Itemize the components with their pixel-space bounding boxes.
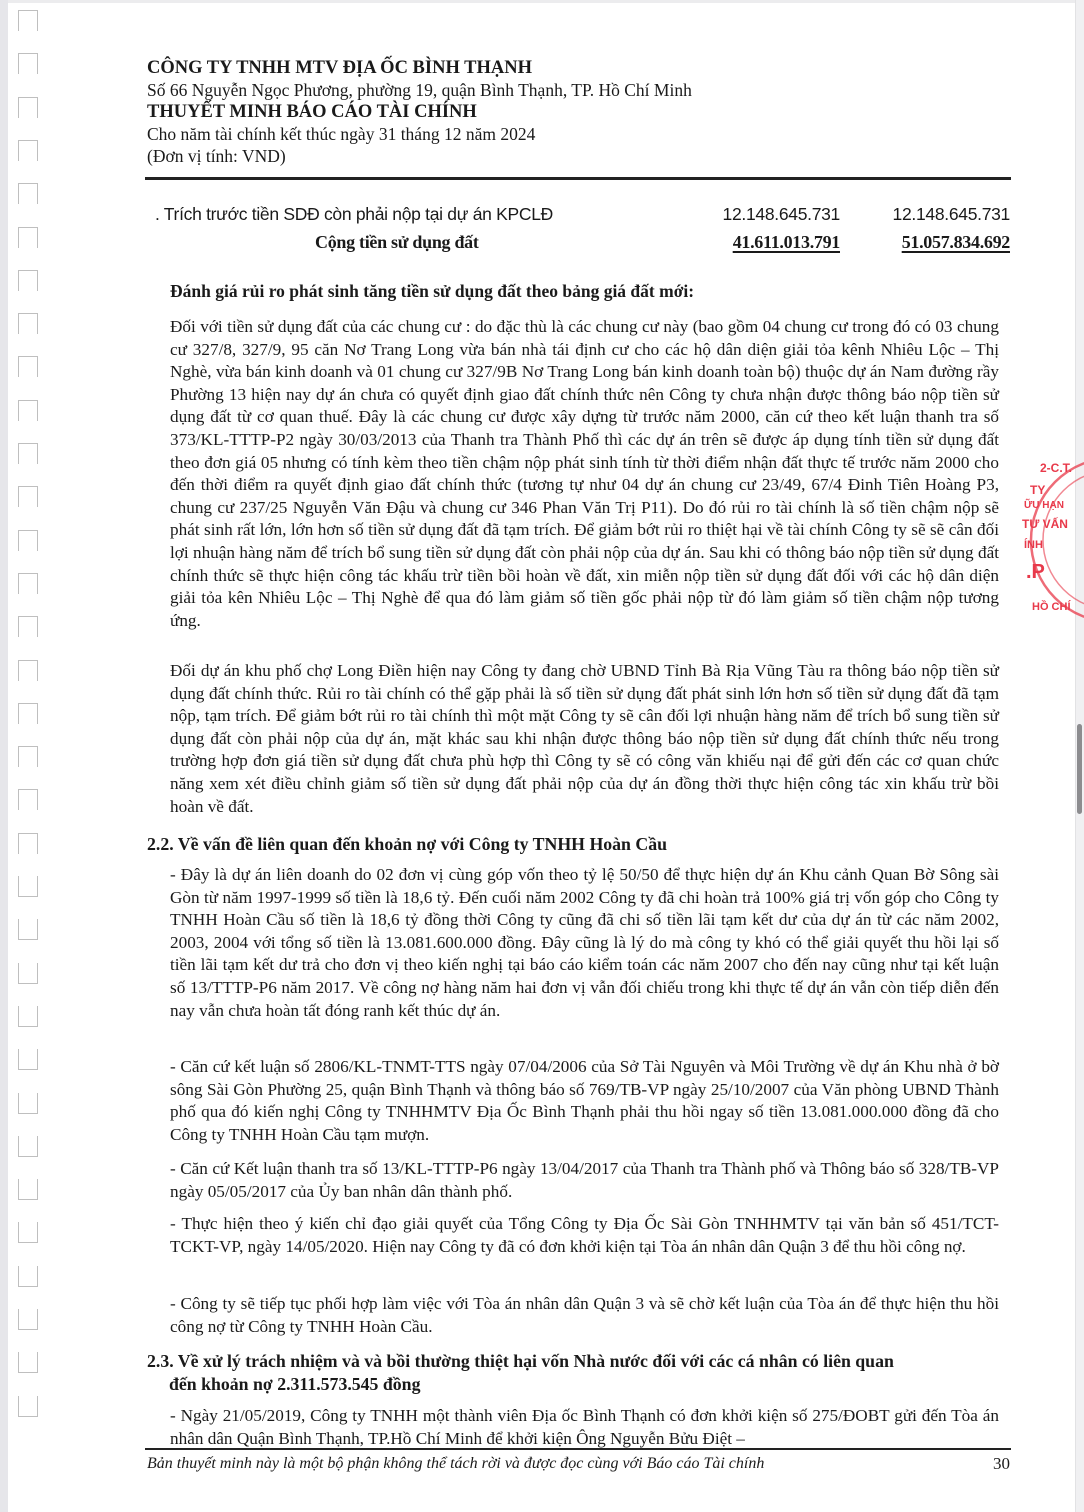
risk-paragraph-2 xyxy=(170,660,999,818)
section-2-2-heading: 2.2. Về vấn đề liên quan đến khoản nợ với Công ty TNHH Hoàn Cầu xyxy=(147,834,668,854)
binder-hole-mark xyxy=(18,270,38,291)
binder-hole-mark xyxy=(18,486,38,507)
paragraph-text: - Căn cứ Kết luận thanh tra số 13/KL-TTTP-P6 ngày 13/04/2017 của Thanh tra Thành phố và Thông báo số 328/TB-VP ngày 05/05/2017 của Ủy ban nhân dân thành phố. xyxy=(170,1159,999,1201)
paragraph-text: - Thực hiện theo ý kiến chỉ đạo giải quyết của Tổng Công ty Địa Ốc Sài Gòn TNHHMTV tại văn bản số 451/TCT-TCKT-VP, ngày 14/05/2020. Hiện nay Công ty đã có đơn khởi kiện tại Tòa án nhân dân Quận 3 để thu hồi công nợ. xyxy=(170,1214,999,1256)
binder-hole-mark xyxy=(18,660,38,681)
risk-heading: Đánh giá rủi ro phát sinh tăng tiền sử dụng đất theo bảng giá đất mới: xyxy=(170,281,695,301)
binder-hole-mark xyxy=(18,703,38,724)
paragraph-text: - Ngày 21/05/2019, Công ty TNHH một thành viên Địa ốc Bình Thạnh có đơn khởi kiện số 275/ĐOBT gửi đến Tòa án nhân dân Quận Bình Thạnh, TP.Hồ Chí Minh để khởi kiện Ông Nguyễn Bửu Điệt – xyxy=(170,1406,999,1448)
binder-hole-mark xyxy=(18,1266,38,1287)
section-2-2-paragraph-3 xyxy=(170,1158,999,1203)
section-2-3-paragraph-1 xyxy=(170,1405,999,1450)
section-2-2-paragraph-5 xyxy=(170,1293,999,1338)
scrollbar-thumb[interactable] xyxy=(1077,724,1082,814)
binder-hole-mark xyxy=(18,789,38,810)
binder-hole-mark xyxy=(18,1396,38,1417)
paragraph-text: - Căn cứ kết luận số 2806/KL-TNMT-TTS ngày 07/04/2006 của Sở Tài Nguyên và Môi Trường về dự án Khu nhà ở bờ sông Sài Gòn Phường 25, quận Bình Thạnh và thông báo số 769/TB-VP ngày 25/10/2007 của Văn phòng UBND Thành phố qua đó kiến nghị Công ty TNHHMTV Địa Ốc Bình Thạnh phải thu hồi ngay số tiền 13.081.000.000 đồng đã cho Công ty TNHH Hoàn Cầu tạm mượn. xyxy=(170,1057,999,1144)
reporting-period: Cho năm tài chính kết thúc ngày 31 tháng 12 năm 2024 xyxy=(147,124,536,144)
heading-line: 2.3. Về xử lý trách nhiệm và và bồi thường thiệt hại vốn Nhà nước đối với các cá nhân có liên quan xyxy=(147,1351,894,1371)
page-left-edge xyxy=(0,0,8,1512)
binder-hole-mark xyxy=(18,183,38,204)
row-end-value: 12.148.645.731 xyxy=(722,204,840,224)
risk-paragraph-1 xyxy=(170,316,999,632)
paragraph-text: Đối dự án khu phố chợ Long Điền hiện nay Công ty đang chờ UBND Tỉnh Bà Rịa Vũng Tàu ra thông báo nộp tiền sử dụng đất chính thức. Rủi ro tài chính có thể gặp phải là số tiền sử dụng đất phát sinh lớn hơn số tiền sử dụng đất đã tạm nộp, tạm trích. Để giảm bớt rủi ro tài chính thì một mặt Công ty sẽ cân đối lợi nhuận hàng năm để trích bổ sung tiền sử dụng đất còn phải nộp của dự án, mặt khác sau khi nhận được thông báo nộp tiền sử dụng đất chính thức nếu trong trường hợp đơn giá tiền sử dụng đất chưa phù hợp thì Công ty sẽ có công văn khiếu nại để gửi đến các cơ quan chức năng xem xét điều chỉnh giảm số tiền sử dụng đất phải nộp của dự án đồng thời thực hiện công tác xin khấu trừ bồi hoàn về đất. xyxy=(170,661,999,816)
binder-hole-mark xyxy=(18,400,38,421)
document-header xyxy=(147,57,692,167)
binder-hole-mark xyxy=(18,876,38,897)
heading-line: đến khoản nợ 2.311.573.545 đồng xyxy=(169,1374,421,1394)
binder-hole-mark xyxy=(18,573,38,594)
binder-hole-mark xyxy=(18,1179,38,1200)
binder-hole-mark xyxy=(18,10,38,31)
binder-hole-mark xyxy=(18,443,38,464)
section-2-2-paragraph-2 xyxy=(170,1056,999,1146)
binder-hole-mark xyxy=(18,356,38,377)
binder-hole-mark xyxy=(18,963,38,984)
page-number: 30 xyxy=(993,1454,1010,1473)
binder-hole-mark xyxy=(18,1309,38,1330)
document-title: THUYẾT MINH BÁO CÁO TÀI CHÍNH xyxy=(147,102,477,122)
total-end-value: 41.611.013.791 xyxy=(732,232,840,252)
paragraph-text: Đối với tiền sử dụng đất của các chung cư : do đặc thù là các chung cư này (bao gồm 04 chung cư trong đó có 03 chung cư 327/8, 327/9, 95 căn Nơ Trang Long vừa bán nhà tái định cư cho các hộ dân diện giải tỏa kênh Nhiêu Lộc – Thị Nghè, vừa bán kinh doanh và 01 chung cư 327/9B Nơ Trang Long bán kinh doanh toàn bộ) thuộc dự án Nam đường rầy Phường 13 hiện nay dự án chưa có quyết định giao đất chính thức nên Công ty chưa nhận được thông báo nộp tiền sử dụng đất từ cơ quan thuế. Đây là các chung cư được xây dựng từ trước năm 2000, căn cứ theo kết luận thanh tra số 373/KL-TTTP-P2 ngày 30/03/2013 của Thanh tra Thành Phố thì các dự án trên sẽ được áp dụng tính tiền sử dụng đất theo đơn giá 05 nhưng có tính kèm theo tiền chậm nộp phát sinh tính từ thời điểm nhận đất thực tế trước năm 2000 cho đến thời điểm ra quyết định giao đất chính thức (tương tự như 04 dự án chung cư 23/49, 67/4 Đinh Tiên Hoàng P3, chung cư 237/25 Nguyễn Văn Đậu và chung cư 346 Phan Văn Trị P11). Do đó rủi ro tài chính là số tiền chậm nộp sẽ phát sinh rất lớn, lớn hơn số tiền sử dụng đất đã tạm trích. Để giảm bớt rủi ro thiệt hại về tài chính Công ty sẽ sẽ cân đối lợi nhuận hàng năm để trích bổ sung tiền sử dụng đất còn phải nộp của dự án. Sau khi có thông báo nộp tiền sử dụng đất chính thức sẽ thực hiện công tác khấu trừ tiền bồi hoàn về đất, xin miễn nộp tiền sử dụng đất đối với các hộ dân diện giải tỏa kên Nhiêu Lộc – Thị Nghè để qua đó làm giảm số tiền gốc phải nộp từ đó làm giảm số tiền chậm nộp tương ứng. xyxy=(170,317,999,630)
binder-hole-mark xyxy=(18,227,38,248)
binder-hole-mark xyxy=(18,313,38,334)
binder-hole-mark xyxy=(18,616,38,637)
binder-hole-mark xyxy=(18,1352,38,1373)
stamp-text: HỒ CHÍ xyxy=(1032,601,1071,613)
row-begin-value: 12.148.645.731 xyxy=(892,204,1010,224)
total-begin-value: 51.057.834.692 xyxy=(901,232,1010,252)
binder-hole-mark xyxy=(18,1136,38,1157)
currency-unit: (Đơn vị tính: VND) xyxy=(147,146,286,166)
binder-hole-mark xyxy=(18,53,38,74)
binder-hole-mark xyxy=(18,1093,38,1114)
company-address: Số 66 Nguyễn Ngọc Phương, phường 19, quận Bình Thạnh, TP. Hồ Chí Minh xyxy=(147,80,692,100)
stamp-text: ỮU HẠN xyxy=(1024,500,1064,511)
binder-hole-mark xyxy=(18,97,38,118)
stamp-text: ÍNH xyxy=(1024,539,1043,551)
footer-divider xyxy=(145,1448,1011,1450)
stamp-text: TƯ VẤN xyxy=(1022,517,1068,531)
binder-hole-mark xyxy=(18,1006,38,1027)
binder-hole-mark xyxy=(18,833,38,854)
section-2-3-heading xyxy=(147,1350,1007,1396)
section-2-2-paragraph-4 xyxy=(170,1213,999,1258)
paragraph-text: - Công ty sẽ tiếp tục phối hợp làm việc với Tòa án nhân dân Quận 3 và sẽ chờ kết luận của Tòa án để thực hiện thu hồi công nợ từ Công ty TNHH Hoàn Cầu. xyxy=(170,1294,999,1336)
binder-hole-mark xyxy=(18,1222,38,1243)
company-name: CÔNG TY TNHH MTV ĐỊA ỐC BÌNH THẠNH xyxy=(147,58,532,78)
row-label: . Trích trước tiền SDĐ còn phải nộp tại dự án KPCLĐ xyxy=(155,204,553,224)
total-label: Cộng tiền sử dụng đất xyxy=(315,232,479,252)
binder-hole-mark xyxy=(18,1049,38,1070)
binder-hole-mark xyxy=(18,530,38,551)
stamp-text: 2-C.T. xyxy=(1040,461,1073,475)
stamp-text: TY xyxy=(1030,483,1046,497)
binder-hole-mark xyxy=(18,140,38,161)
page-top-edge xyxy=(8,0,1084,3)
stamp-text: .P xyxy=(1026,561,1045,583)
company-seal-stamp xyxy=(1018,450,1084,630)
footer-note: Bản thuyết minh này là một bộ phận không thể tách rời và được đọc cùng với Báo cáo Tài chính xyxy=(147,1455,765,1472)
scrollbar-track[interactable] xyxy=(1075,0,1084,1512)
binder-hole-mark xyxy=(18,919,38,940)
header-divider xyxy=(145,177,1011,180)
section-2-2-paragraph-1 xyxy=(170,864,999,1022)
paragraph-text: - Đây là dự án liên doanh do 02 đơn vị cùng góp vốn theo tỷ lệ 50/50 để thực hiện dự án Khu cảnh Quan Bờ Sông sài Gòn từ năm 1997-1999 số tiền là 18,6 tỷ. Đến cuối năm 2002 Công ty đã chi hoàn trả 100% giá trị vốn góp cho Công ty TNHH Hoàn Cầu số tiền là 18,6 tỷ đồng thời Công ty cũng đã chi số tiền lãi tạm kết dư của dự án từ các năm 2002, 2003, 2004 với tổng số tiền là 13.081.600.000 đồng. Đây cũng là lý do mà công ty khó có thể giải quyết thu hồi lại số tiền lãi tạm kết dư trả cho đơn vị theo kiến nghị tại báo cáo kiểm toán các năm 2007 cho đến nay cũng như tại kết luận số 13/TTTP-P6 năm 2017. Về công nợ hàng năm hai đơn vị vẫn đối chiếu trong khi thực tế dự án vẫn còn tiếp diễn đến nay vẫn chưa hoàn tất đóng ranh kết thúc dự án. xyxy=(170,865,999,1020)
binder-hole-mark xyxy=(18,746,38,767)
